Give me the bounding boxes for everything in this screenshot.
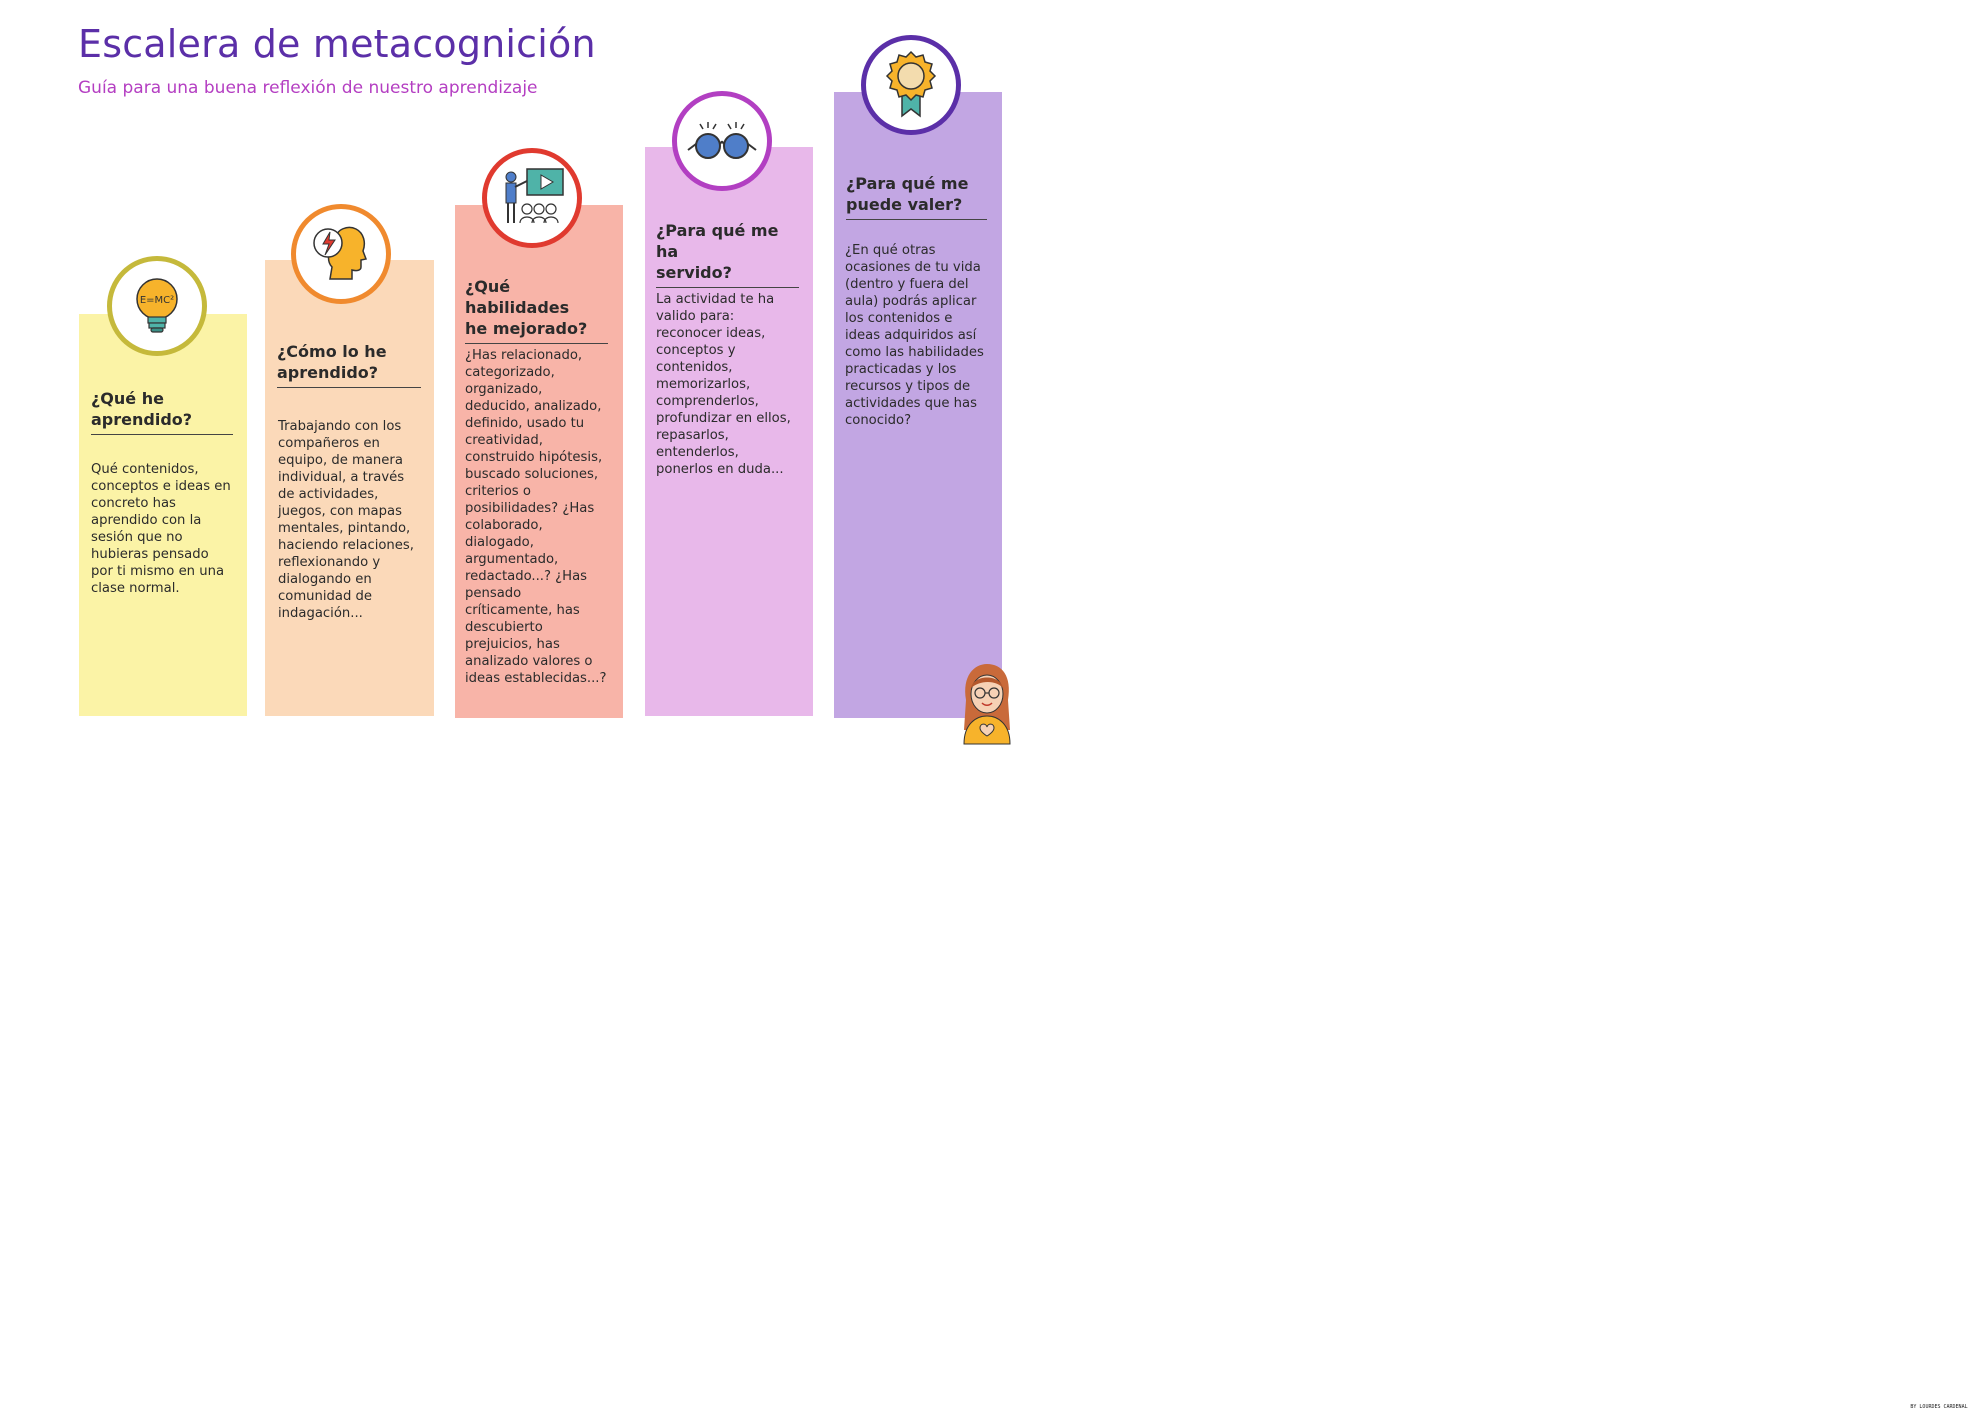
step-2-icon-ring [291, 204, 391, 304]
step-3-heading: ¿Qué habilidades he mejorado? [465, 276, 608, 344]
glasses-icon [687, 106, 757, 176]
step-column-5 [834, 92, 1002, 718]
page-subtitle: Guía para una buena reflexión de nuestro aprendizaje [78, 78, 538, 98]
author-credit: BY LOURDES CARDENAL [1910, 1404, 1968, 1410]
step-column-4 [645, 147, 813, 716]
presentation-icon [497, 163, 567, 233]
head-lightning-icon [306, 219, 376, 289]
step-4-icon-ring [672, 91, 772, 191]
step-5-text: ¿En qué otras ocasiones de tu vida (dentro y fuera del aula) podrás aplicar los contenidos e ideas adquiridos así como las habilidades practicadas y los recursos y tipos de actividades que has conocido? [845, 243, 984, 428]
lightbulb-icon [122, 271, 192, 341]
lightbulb-formula: E=MC² [139, 295, 175, 306]
step-1-text: Qué contenidos, conceptos e ideas en concreto has aprendido con la sesión que no hubieras pensado por ti mismo en una clase normal. [91, 462, 231, 596]
step-5-icon-ring [861, 35, 961, 135]
step-1-icon-ring [107, 256, 207, 356]
step-3-icon-ring [482, 148, 582, 248]
author-avatar [952, 660, 1968, 1410]
girl-avatar-icon [952, 660, 1022, 744]
step-column-1 [79, 295, 247, 716]
step-2-text: Trabajando con los compañeros en equipo, de manera individual, a través de actividades, juegos, con mapas mentales, pintando, haciendo relaciones, reflexionando y dialogando en comunidad de indagación... [278, 419, 414, 621]
step-column-2 [265, 260, 434, 716]
step-4-heading: ¿Para qué me ha servido? [656, 220, 799, 288]
step-4-text: La actividad te ha valido para: reconocer ideas, conceptos y contenidos, memorizarlos, comprenderlos, profundizar en ellos, repasarlos, entenderlos, ponerlos en duda... [656, 292, 791, 477]
step-5-heading: ¿Para qué me puede valer? [846, 173, 987, 220]
step-1-heading: ¿Qué he aprendido? [91, 388, 233, 435]
page-title: Escalera de metacognición [78, 22, 596, 66]
medal-icon [876, 50, 946, 120]
step-column-3 [455, 205, 623, 718]
step-3-text: ¿Has relacionado, categorizado, organizado, deducido, analizado, definido, usado tu creatividad, construido hipótesis, buscado soluciones, criterios o posibilidades? ¿Has colaborado, dialogado, argumentado, redactado...? ¿Has pensado críticamente, has descubierto prejuicios, has analizado valores o ideas establecidas...? [465, 348, 607, 686]
step-2-heading: ¿Cómo lo he aprendido? [277, 341, 421, 388]
